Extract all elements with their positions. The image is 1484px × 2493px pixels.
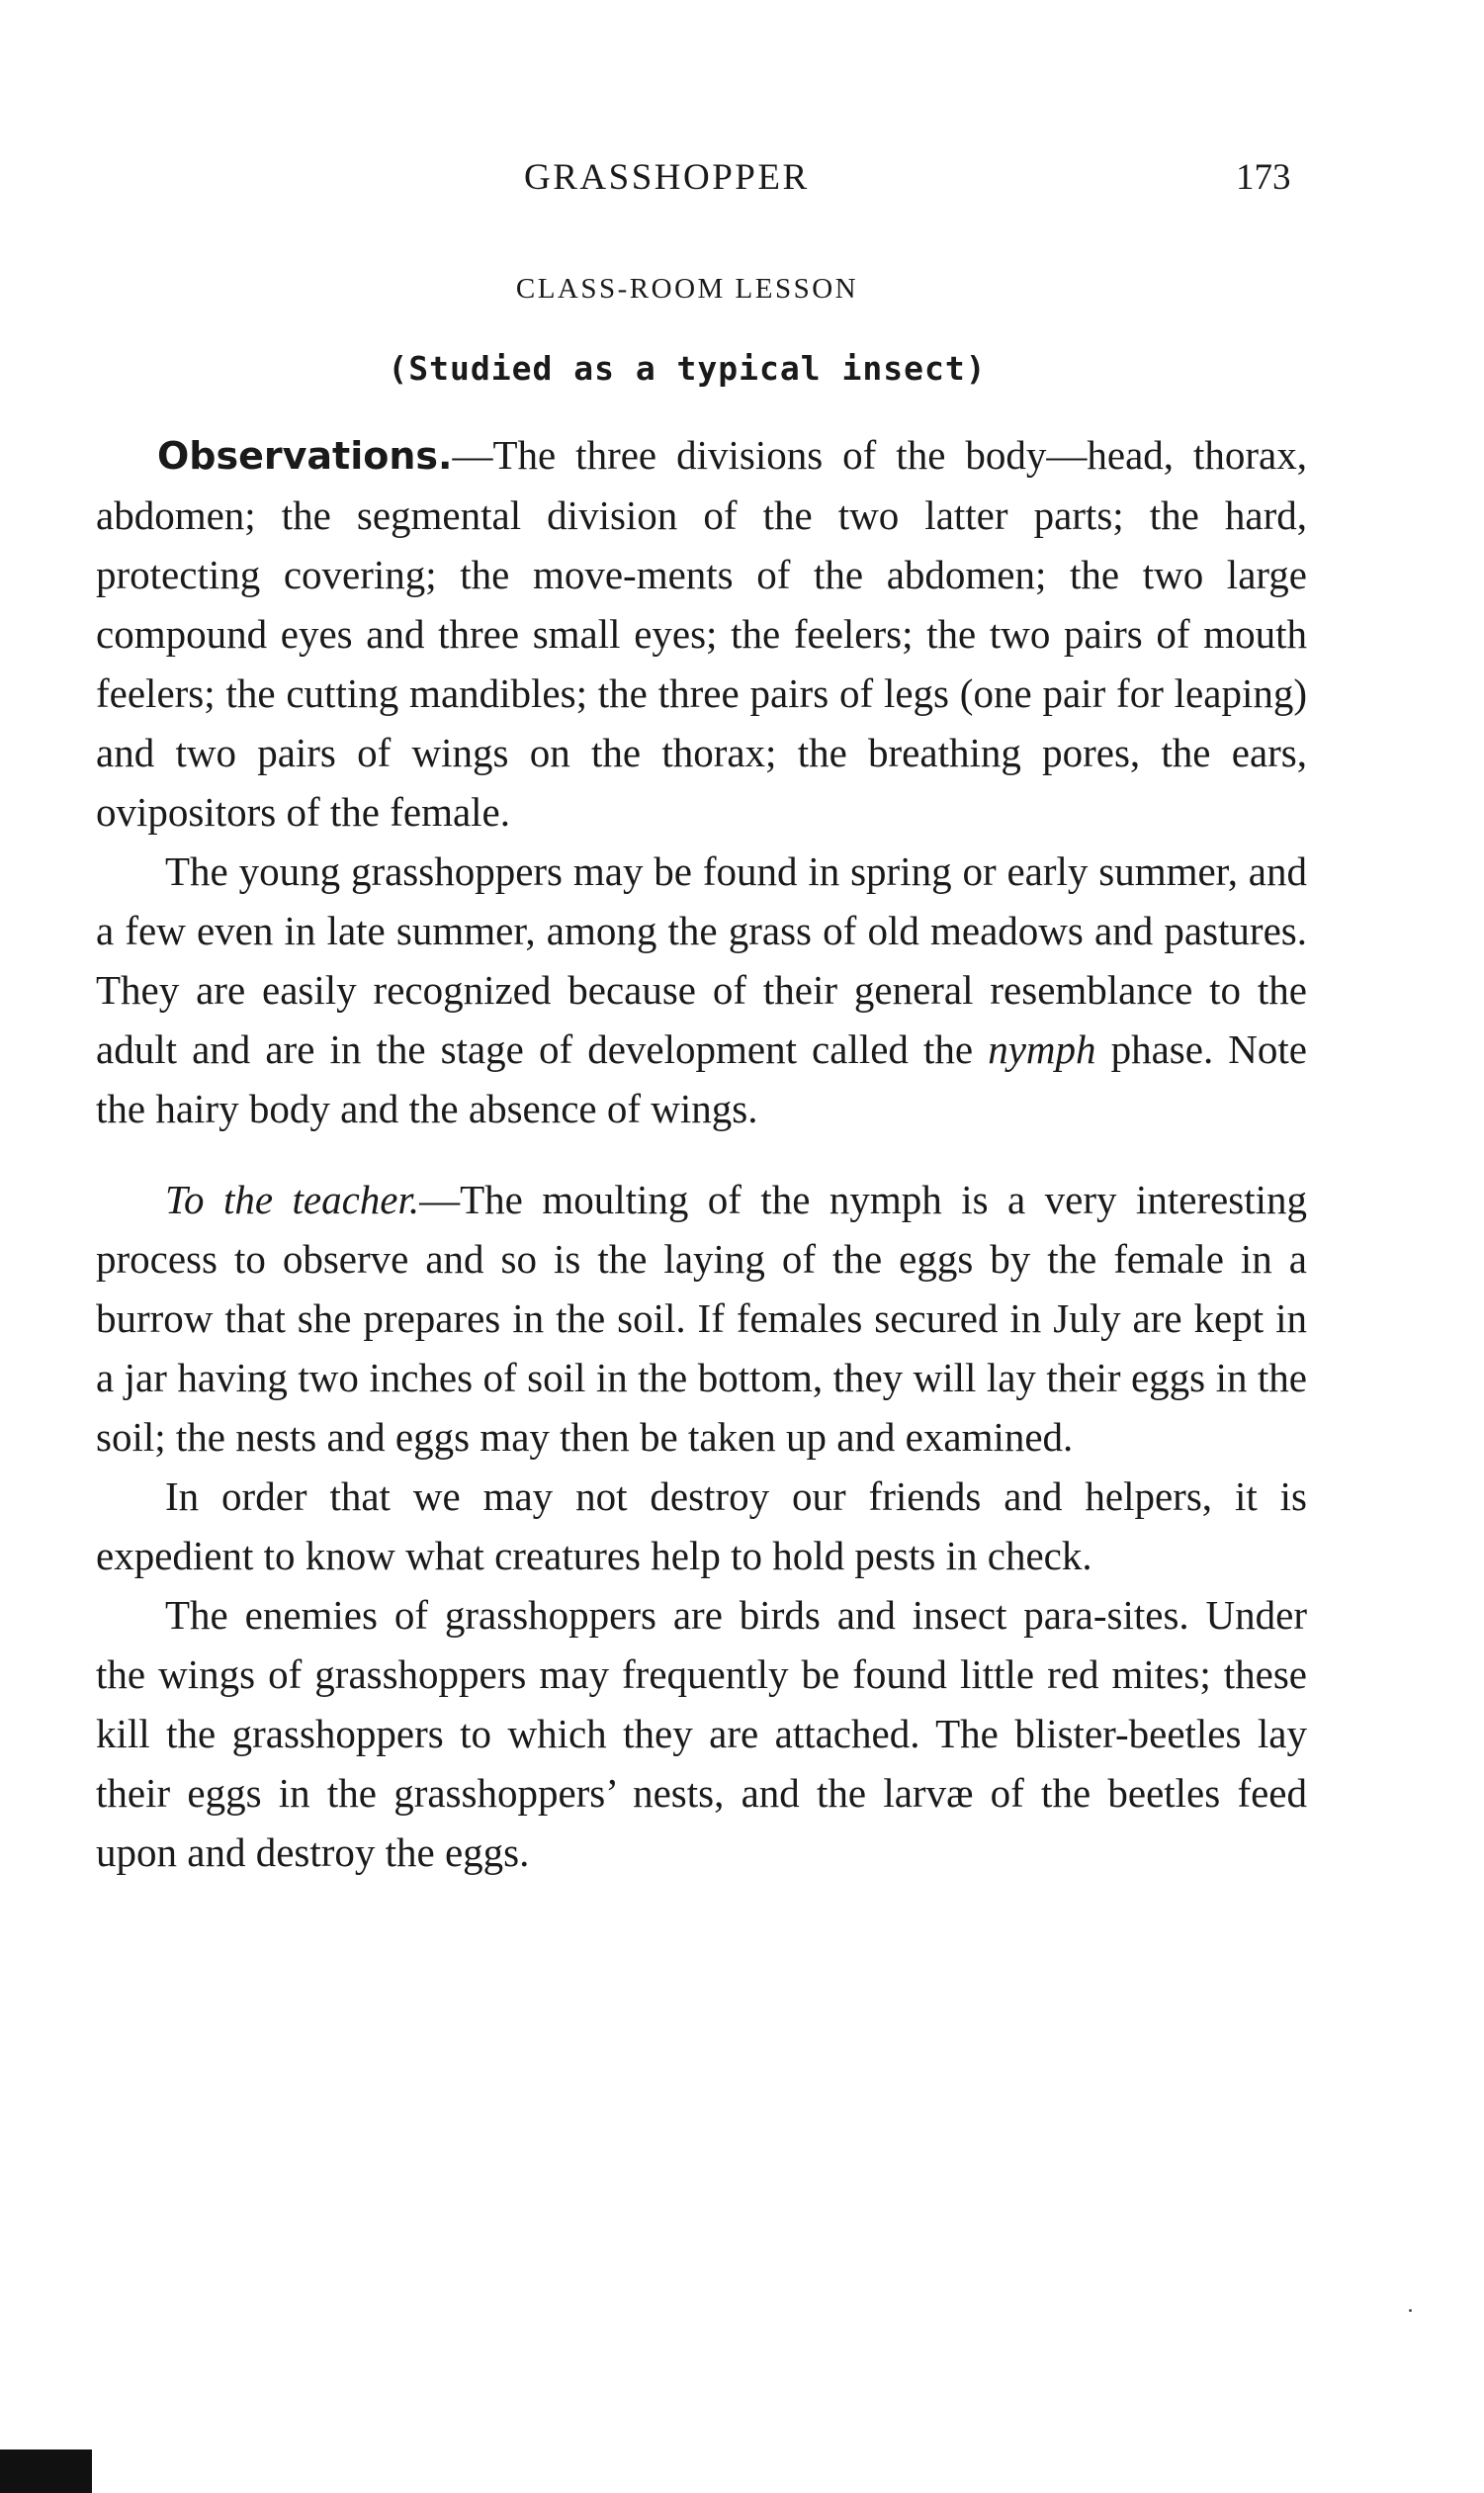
observations-lead-in: Observations. [157,434,453,478]
to-the-teacher-lead-in: To the teacher. [165,1177,420,1222]
friends-and-helpers-text: In order that we may not destroy our friends and helpers, it is expedient to know what creatures help to hold pests in check. [96,1473,1307,1578]
young-grasshoppers-text: The young grasshoppers may be found in spring or early summer, and a few even in late summer, among the grass of old meadows and pastures. They are easily recognized because of their general resemblance to the adult and are in the stage of development called the [96,848,1307,1072]
paragraph-gap [96,1138,1307,1170]
paragraph-to-the-teacher [96,1170,1307,1467]
scan-edge-mark [0,2449,92,2493]
to-the-teacher-text: —The moulting of the nymph is a very interesting process to observe and so is the laying of the eggs by the female in a burrow that she prepares in the soil. If females secured in July are kept in a jar having two inches of soil in the bottom, they will lay their eggs in the soil; the nests and eggs may then be taken up and examined. [96,1177,1307,1460]
paragraph-young-grasshoppers [96,842,1307,1138]
scan-speck [1409,2309,1412,2312]
running-head: GRASSHOPPER [524,157,810,198]
nymph-term: nymph [988,1026,1096,1072]
page-number: 173 [1236,157,1291,198]
paragraph-observations [96,425,1307,842]
enemies-text: The enemies of grasshoppers are birds and insect para-sites. Under the wings of grasshoppers may frequently be found little red mites; these kill the grasshoppers to which they are attached. The blister-beetles lay their eggs in the grasshoppers’ nests, and the larvæ of the beetles feed upon and destroy the eggs. [96,1592,1307,1875]
section-title: CLASS-ROOM LESSON [515,273,859,305]
observations-text: —The three divisions of the body—head, thorax, abdomen; the segmental division of the two latter parts; the hard, protecting covering; the move-ments of the abdomen; the two large compound eyes and three small eyes; the feelers; the two pairs of mouth feelers; the cutting mandibles; the three pairs of legs (one pair for leaping) and two pairs of wings on the thorax; the breathing pores, the ears, ovipositors of the female. [96,432,1307,835]
paragraph-enemies [96,1585,1307,1882]
paragraph-friends-and-helpers [96,1467,1307,1585]
young-grasshoppers-text-end: phase. Note the hairy body and the absence of wings. [96,1026,1307,1131]
body-text [96,425,1307,1882]
section-subtitle: (Studied as a typical insect) [388,349,987,388]
